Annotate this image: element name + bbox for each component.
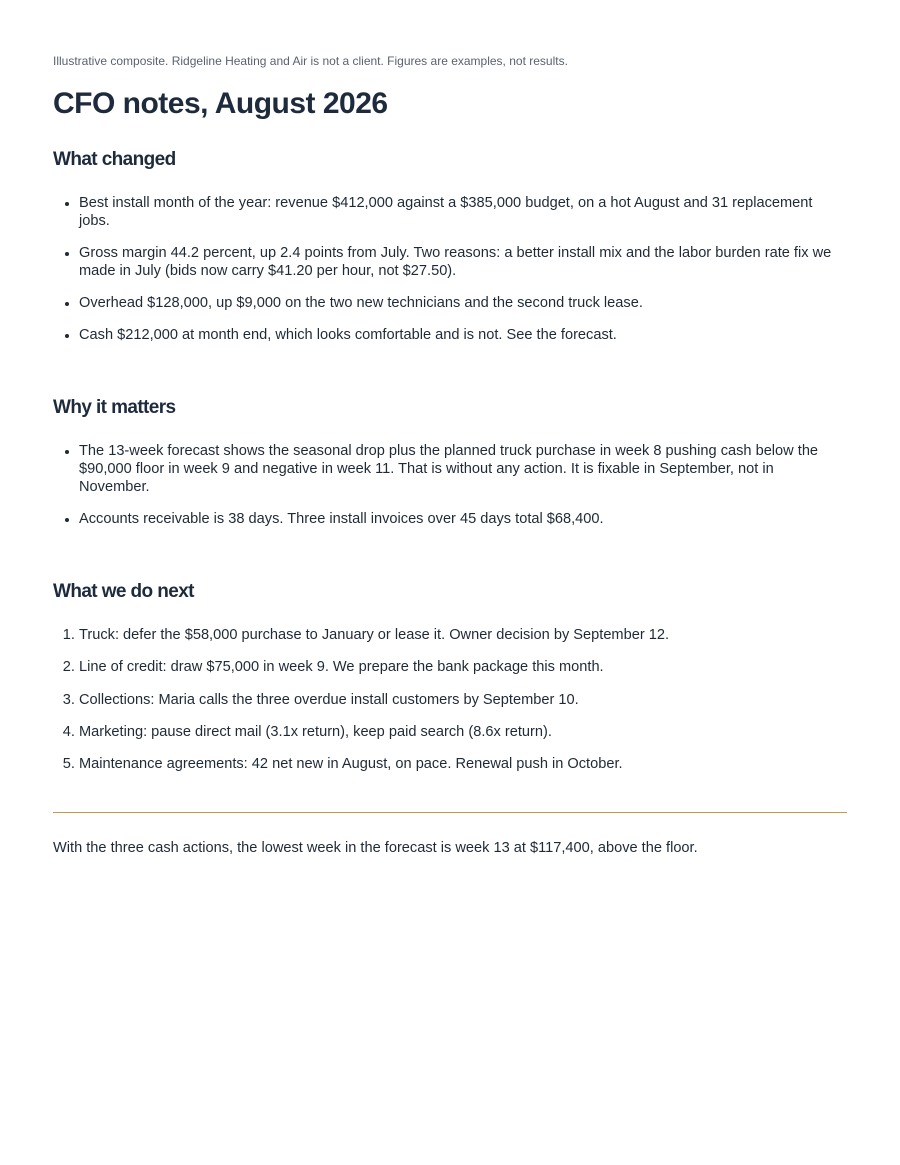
what-changed-list [53,194,847,344]
disclaimer-note: Illustrative composite. Ridgeline Heating and Air is not a client. Figures are examples, not results. [53,54,568,68]
section-heading-what-we-do-next: What we do next [53,581,194,602]
list-item: 5. Maintenance agreements: 42 net new in August, on pace. Renewal push in October. [79,755,847,773]
list-item: • Overhead $128,000, up $9,000 on the two new technicians and the second truck lease. [79,294,847,312]
section-heading-what-changed: What changed [53,149,176,170]
list-item: • Gross margin 44.2 percent, up 2.4 points from July. Two reasons: a better install mix and the labor burden rate fix we made in July (bids now carry $41.20 per hour, not $27.50). [79,244,847,280]
section-divider [53,812,847,813]
list-item: • Cash $212,000 at month end, which looks comfortable and is not. See the forecast. [79,326,847,344]
page-title: CFO notes, August 2026 [53,87,388,120]
why-it-matters-list [53,442,847,528]
list-item: 3. Collections: Maria calls the three overdue install customers by September 10. [79,691,847,709]
list-item: • Best install month of the year: revenue $412,000 against a $385,000 budget, on a hot August and 31 replacement jobs. [79,194,847,230]
list-item: 2. Line of credit: draw $75,000 in week 9. We prepare the bank package this month. [79,658,847,676]
list-item: • Accounts receivable is 38 days. Three install invoices over 45 days total $68,400. [79,510,847,528]
section-heading-why-it-matters: Why it matters [53,397,176,418]
list-item: 4. Marketing: pause direct mail (3.1x return), keep paid search (8.6x return). [79,723,847,741]
next-steps-list [53,626,847,773]
list-item: • The 13-week forecast shows the seasonal drop plus the planned truck purchase in week 8 pushing cash below the $90,000 floor in week 9 and negative in week 11. That is without any action. It is fixable in September, not in November. [79,442,847,496]
closing-summary: With the three cash actions, the lowest week in the forecast is week 13 at $117,400, above the floor. [53,840,698,857]
list-item: 1. Truck: defer the $58,000 purchase to January or lease it. Owner decision by September 12. [79,626,847,644]
